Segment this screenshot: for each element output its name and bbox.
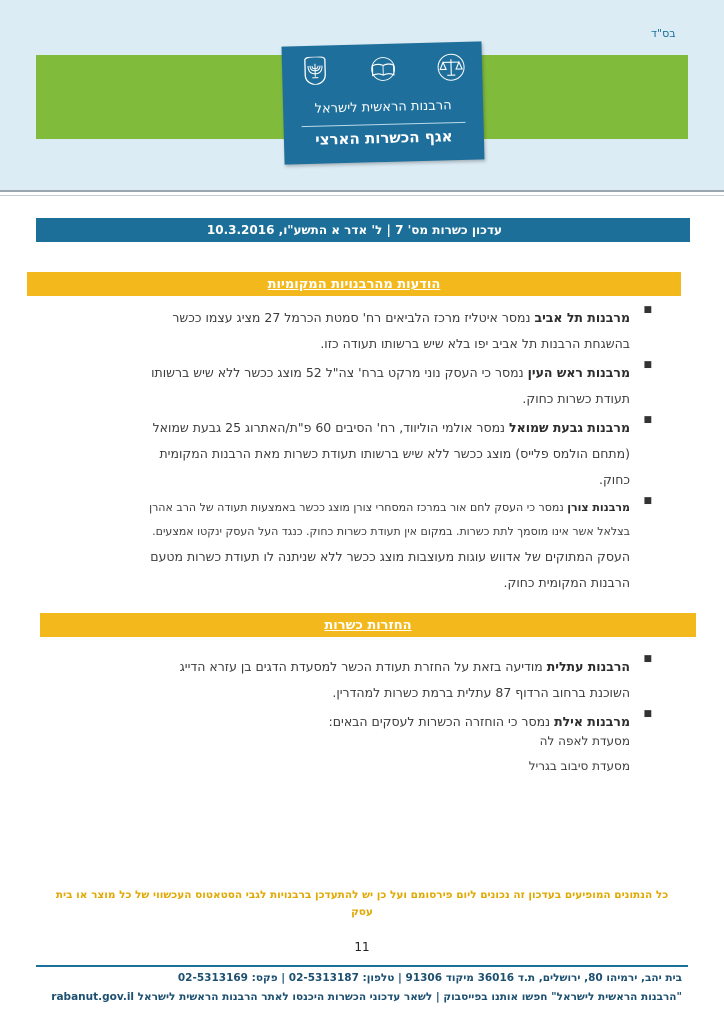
footer-address: בית יהב, ירמיהו 80, ירושלים, ת.ד 36016 מיקוד 91306 | טלפון: 02-5313187 | פקס: 02-5313169 bbox=[177, 972, 682, 984]
menorah-emblem-icon bbox=[300, 55, 331, 86]
list-item bbox=[60, 654, 652, 706]
notice-text: בצלאל אשר אינו מוסמך לתת כשרות. במקום אין תעודת כשרות כחוק. כנגד העל העסק ינקטו אמצעים. bbox=[152, 525, 630, 538]
bullet-icon: ■ bbox=[643, 654, 652, 664]
disclaimer-line: כל הנתונים המופיעים בעדכון זה נכונים ליום פירסומם ועל כן יש להתעדכן ברבנויות לגבי הסטאטוס העכשווי של כל מוצר או בית bbox=[55, 889, 669, 901]
page-number: 11 bbox=[354, 940, 370, 954]
emblem-icons-row bbox=[300, 52, 467, 86]
footer-social: "הרבנות הראשית לישראל" חפשו אותנו בפייסבוק | לשאר עדכוני הכשרות היכנסו לאתר הרבנות הראשית לישראל rabanut.gov.il bbox=[51, 991, 682, 1003]
disclaimer bbox=[38, 887, 686, 921]
notice-text: נמסר אולמי הוליווד, רח' הסיבים 60 פ"ת/האתרוג 25 גבעת שמואל bbox=[152, 420, 510, 435]
notice-source: מרבנות ראש העין bbox=[527, 365, 630, 380]
list-item bbox=[60, 305, 652, 357]
notice-text: (מתחם הולמס פלייס) מוצג ככשר ללא שיש ברשותו תעודת כשרות מאת הרבנות המקומית bbox=[159, 446, 630, 461]
org-title: הרבנות הראשית לישראל bbox=[314, 98, 452, 117]
local-notices-list bbox=[60, 305, 652, 596]
open-book-icon bbox=[368, 54, 399, 85]
kashrut-returns-header bbox=[40, 613, 696, 637]
local-notices-header bbox=[27, 272, 681, 296]
notice-text: נמסר כי העסק לחם אור במרכז המסחרי צורן מוצג ככשר באמצעות תעודה של הרב אהרן bbox=[149, 501, 568, 514]
notice-text: נמסר איטליז מרכז הלביאים רח' סמטת הכרמל 27 מציג עצמו ככשר bbox=[172, 310, 535, 325]
header-rule bbox=[0, 190, 724, 192]
list-item bbox=[60, 415, 652, 493]
notice-source: הרבנות עתלית bbox=[546, 659, 630, 674]
footer-rule bbox=[36, 965, 688, 967]
notice-source: מרבנות גבעת שמואל bbox=[509, 420, 630, 435]
business-name: מסעדת סיבוב בגריל bbox=[528, 759, 630, 773]
notice-text: כחוק. bbox=[598, 472, 630, 487]
header-rule-thin bbox=[0, 195, 724, 196]
list-item bbox=[60, 709, 652, 735]
notice-source: מרבנות אילת bbox=[554, 714, 630, 729]
notice-source: מרבנות צורן bbox=[567, 501, 630, 514]
kashrut-returns-title: החזרות כשרות bbox=[324, 617, 412, 633]
notice-text: מודיעה בזאת על החזרת תעודת הכשר למסעדת הדגים בן עזרא הדייג bbox=[179, 659, 547, 674]
update-title-bar bbox=[36, 218, 690, 242]
notice-text: בהשגחת הרבנות תל אביב יפו בלא שיש ברשותו תעודה כזו. bbox=[320, 336, 630, 351]
local-notices-title: הודעות מהרבנויות המקומיות bbox=[267, 276, 441, 292]
notice-source: מרבנות תל אביב bbox=[534, 310, 630, 325]
scales-of-justice-icon bbox=[436, 52, 467, 83]
bsd-mark: בס"ד bbox=[651, 27, 676, 40]
notice-text: נמסר כי הוחזרה הכשרות לעסקים הבאים: bbox=[328, 714, 555, 729]
bullet-icon: ■ bbox=[643, 360, 652, 370]
bullet-icon: ■ bbox=[643, 415, 652, 425]
update-title: עדכון כשרות מס' 7 | ל' אדר א התשע"ו, 10.3.2016 bbox=[206, 223, 502, 237]
rabbinate-logo-box bbox=[281, 41, 484, 164]
notice-text: תעודת כשרות כחוק. bbox=[522, 391, 630, 406]
notice-text: השוכנת ברחוב הרדוף 87 עתלית ברמת כשרות למהדרין. bbox=[332, 685, 630, 700]
kashrut-returns-list bbox=[60, 654, 652, 735]
logo-divider bbox=[302, 122, 466, 127]
bullet-icon: ■ bbox=[643, 496, 652, 506]
bullet-icon: ■ bbox=[643, 305, 652, 315]
business-name: מסעדת לאפה לה bbox=[539, 734, 630, 748]
bullet-icon: ■ bbox=[643, 709, 652, 719]
disclaimer-line: עסק bbox=[351, 906, 373, 918]
notice-text: העסק המתוקים של אדווש עוגות מעוצבות מוצג ככשר ללא שניתנה לו תעודת כשרות מטעם bbox=[150, 549, 630, 564]
page-header bbox=[0, 0, 724, 190]
list-item bbox=[60, 496, 652, 596]
department-title: אגף הכשרות הארצי bbox=[315, 127, 453, 149]
notice-text: הרבנות המקומית כחוק. bbox=[503, 575, 630, 590]
notice-text: נמסר כי העסק נוני מרקט ברח' צה"ל 52 מוצג ככשר ללא שיש ברשותו bbox=[151, 365, 528, 380]
list-item bbox=[60, 360, 652, 412]
